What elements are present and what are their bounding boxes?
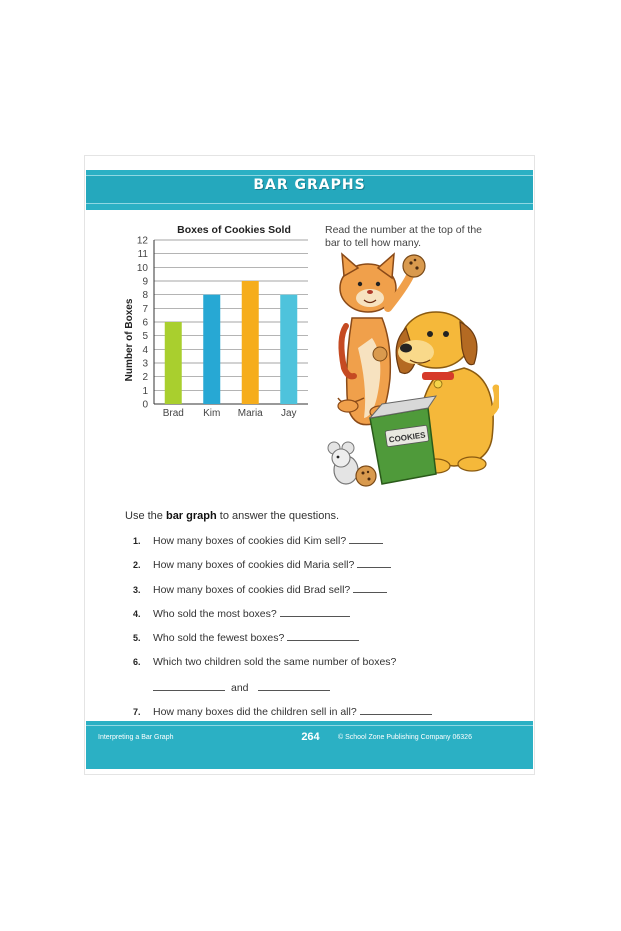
footer-stripe [86, 725, 533, 726]
question-number: 4. [133, 609, 141, 619]
question-7 [133, 705, 432, 718]
y-tick-label: 9 [142, 276, 148, 288]
bar-jay [280, 295, 297, 404]
y-tick-label: 5 [142, 331, 148, 343]
question-number: 1. [133, 536, 141, 546]
question-3 [133, 583, 387, 596]
question-number: 7. [133, 707, 141, 717]
footer-copyright: © School Zone Publishing Company 06326 [338, 734, 472, 741]
question-6-answer-line [153, 681, 330, 694]
question-text: Which two children sold the same number of boxes? [153, 656, 397, 668]
and-text: and [231, 682, 249, 694]
mouse-figure [328, 442, 376, 486]
question-number: 3. [133, 585, 141, 595]
answer-blank[interactable] [353, 583, 387, 593]
bar-chart [118, 218, 318, 423]
bar-kim [203, 295, 220, 404]
y-tick-label: 7 [142, 303, 148, 315]
answer-blank[interactable] [349, 534, 383, 544]
y-tick-label: 8 [142, 290, 148, 302]
question-text: Who sold the most boxes? [153, 608, 277, 620]
y-tick-label: 6 [142, 317, 148, 329]
y-tick-label: 2 [142, 372, 148, 384]
question-4 [133, 607, 350, 620]
question-text: How many boxes did the children sell in all? [153, 706, 357, 718]
page-title: BAR GRAPHS [253, 177, 366, 193]
x-tick-label: Kim [203, 408, 221, 419]
instructions-bold: bar graph [165, 510, 217, 522]
answer-blank[interactable] [153, 681, 225, 691]
y-tick-label: 1 [142, 385, 148, 397]
answer-blank[interactable] [360, 705, 432, 715]
instructions-text: Use the [125, 510, 166, 522]
x-tick-labels [163, 408, 297, 419]
y-tick-label: 11 [137, 249, 148, 261]
page-number: 264 [301, 731, 320, 743]
bar-maria [242, 281, 259, 404]
x-tick-label: Maria [237, 408, 263, 419]
x-tick-label: Jay [280, 408, 297, 419]
instructions-text-end: to answer the questions. [216, 510, 339, 522]
footer-band [86, 721, 533, 769]
question-1 [133, 534, 383, 547]
y-tick-label: 0 [142, 399, 148, 411]
y-tick-label: 4 [142, 344, 148, 356]
footer-topic: Interpreting a Bar Graph [98, 734, 174, 741]
question-number: 6. [133, 657, 141, 667]
cookie-box [370, 396, 436, 484]
bar-brad [165, 322, 182, 404]
y-tick-labels [137, 236, 149, 411]
y-axis-label: Number of Boxes [124, 298, 135, 382]
question-6 [133, 656, 396, 668]
y-tick-label: 12 [136, 235, 148, 247]
answer-blank[interactable] [258, 681, 330, 691]
question-text: How many boxes of cookies did Maria sell? [153, 559, 355, 571]
y-tick-label: 10 [136, 262, 148, 274]
question-text: Who sold the fewest boxes? [153, 632, 285, 644]
cat-dog-cookies-illustration [324, 248, 499, 498]
question-number: 2. [133, 560, 141, 570]
answer-blank[interactable] [287, 631, 359, 641]
instructions [125, 510, 339, 522]
box-label: COOKIES [388, 430, 427, 445]
question-number: 5. [133, 633, 141, 643]
chart-title: Boxes of Cookies Sold [177, 224, 291, 236]
y-tick-label: 3 [142, 358, 148, 370]
answer-blank[interactable] [280, 607, 350, 617]
header-band [86, 170, 533, 210]
question-5 [133, 631, 359, 644]
question-text: How many boxes of cookies did Kim sell? [153, 535, 347, 547]
x-tick-label: Brad [162, 408, 184, 419]
answer-blank[interactable] [357, 558, 391, 568]
chart-bars [165, 281, 298, 404]
question-2 [133, 558, 391, 571]
intro-text: Read the number at the top of the bar to tell how many. [325, 224, 483, 249]
question-text: How many boxes of cookies did Brad sell? [153, 584, 351, 596]
